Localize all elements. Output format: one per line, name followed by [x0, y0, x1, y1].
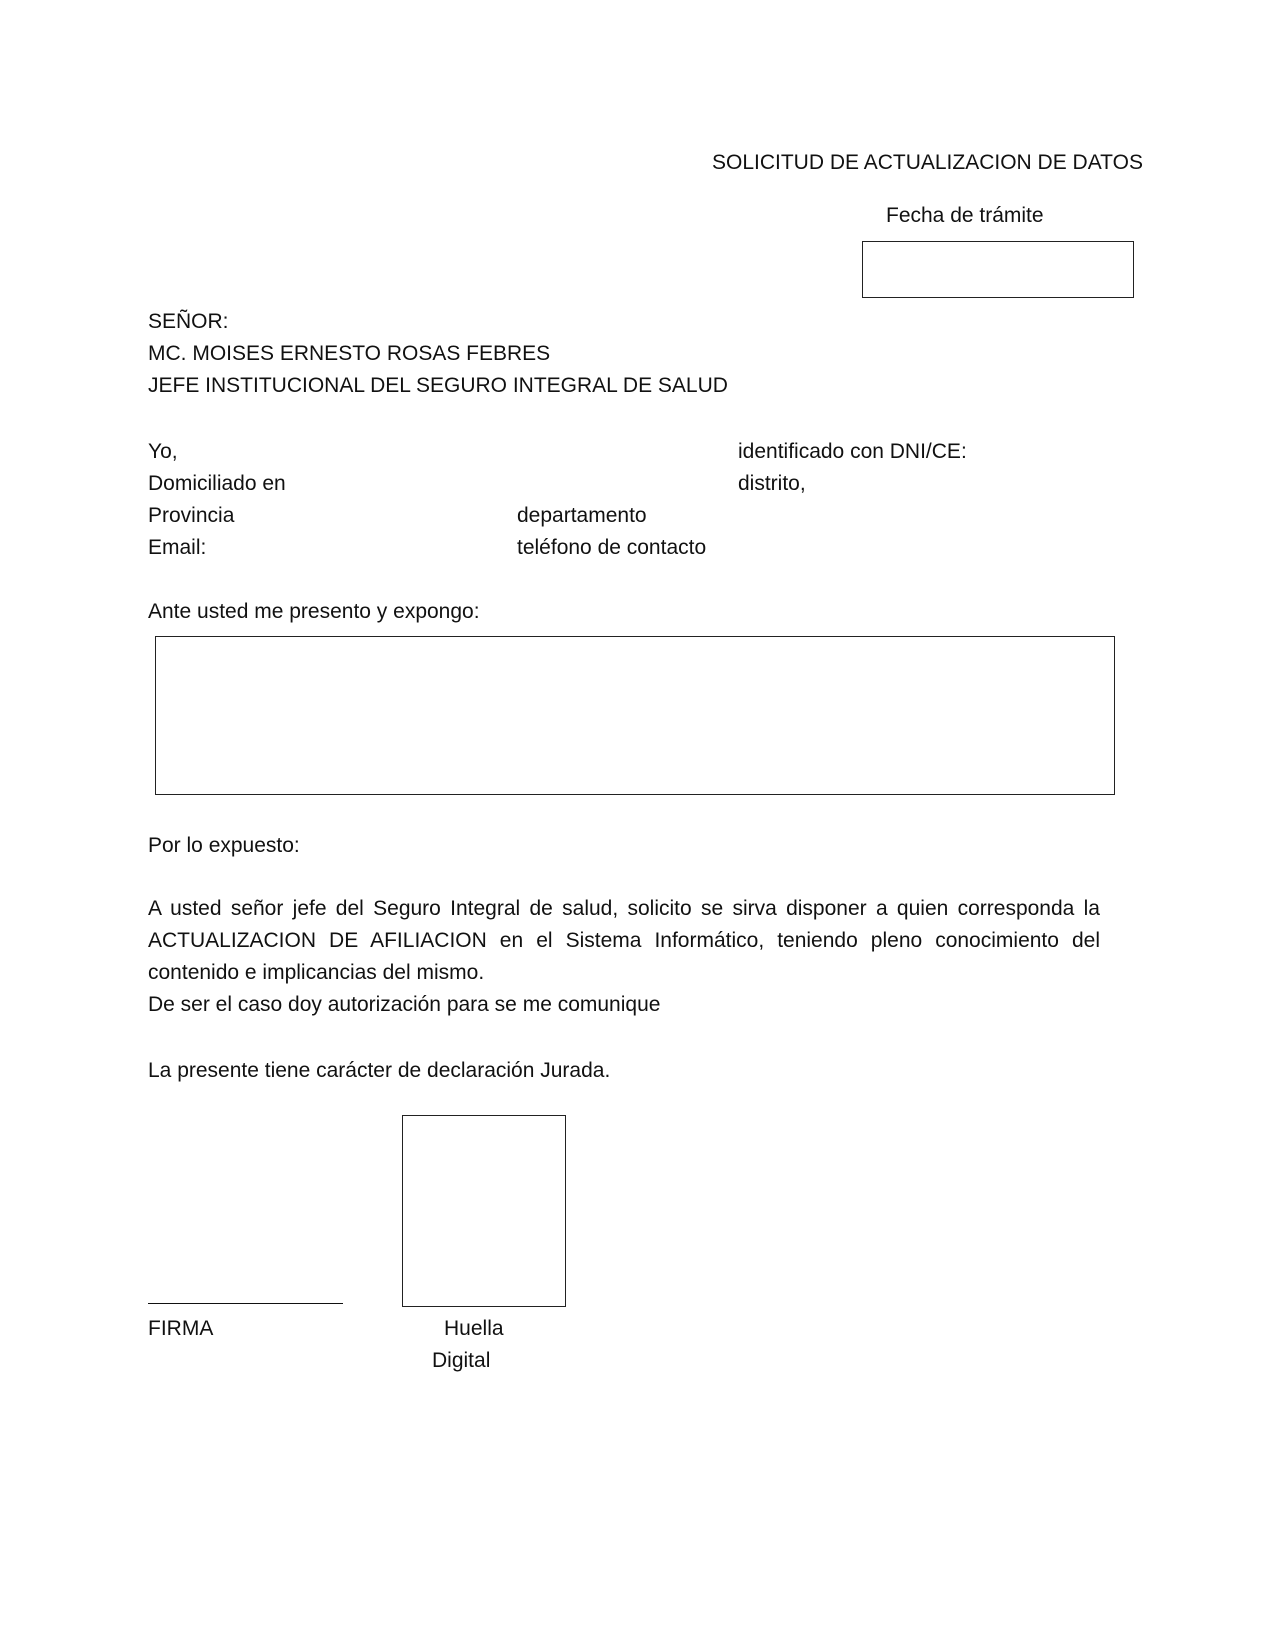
field-departamento-label: departamento: [517, 504, 647, 527]
fecha-input-box[interactable]: [862, 241, 1134, 298]
fecha-label: Fecha de trámite: [886, 204, 1044, 227]
por-lo-expuesto-label: Por lo expuesto:: [148, 834, 300, 857]
request-paragraph: [148, 893, 1100, 1021]
expongo-label: Ante usted me presento y expongo:: [148, 600, 480, 623]
firma-label: FIRMA: [148, 1317, 214, 1340]
digital-label: Digital: [432, 1349, 491, 1372]
recipient-salutation: SEÑOR:: [148, 310, 229, 333]
autorizacion-line: De ser el caso doy autorización para se me comunique: [148, 993, 661, 1016]
huella-label: Huella: [444, 1317, 504, 1340]
document-title: SOLICITUD DE ACTUALIZACION DE DATOS: [712, 151, 1143, 174]
recipient-position: JEFE INSTITUCIONAL DEL SEGURO INTEGRAL DE SALUD: [148, 374, 728, 397]
request-line-2: ACTUALIZACION DE AFILIACION en el Sistema Informático, teniendo pleno conocimiento del: [148, 929, 1100, 952]
field-email-label: Email:: [148, 536, 207, 559]
declaracion-jurada: La presente tiene carácter de declaración Jurada.: [148, 1059, 611, 1082]
recipient-name: MC. MOISES ERNESTO ROSAS FEBRES: [148, 342, 551, 365]
request-line-1: A usted señor jefe del Seguro Integral de salud, solicito se sirva disponer a quien corresponda la: [148, 897, 1100, 920]
huella-box: [402, 1115, 566, 1307]
expongo-text-box[interactable]: [155, 636, 1115, 795]
field-provincia-label: Provincia: [148, 504, 235, 527]
field-distrito-label: distrito,: [738, 472, 806, 495]
field-domicilio-label: Domiciliado en: [148, 472, 286, 495]
request-line-3: contenido e implicancias del mismo.: [148, 961, 485, 984]
firma-line: [148, 1303, 343, 1304]
field-telefono-label: teléfono de contacto: [517, 536, 707, 559]
field-yo-label: Yo,: [148, 440, 178, 463]
field-dni-label: identificado con DNI/CE:: [738, 440, 967, 463]
